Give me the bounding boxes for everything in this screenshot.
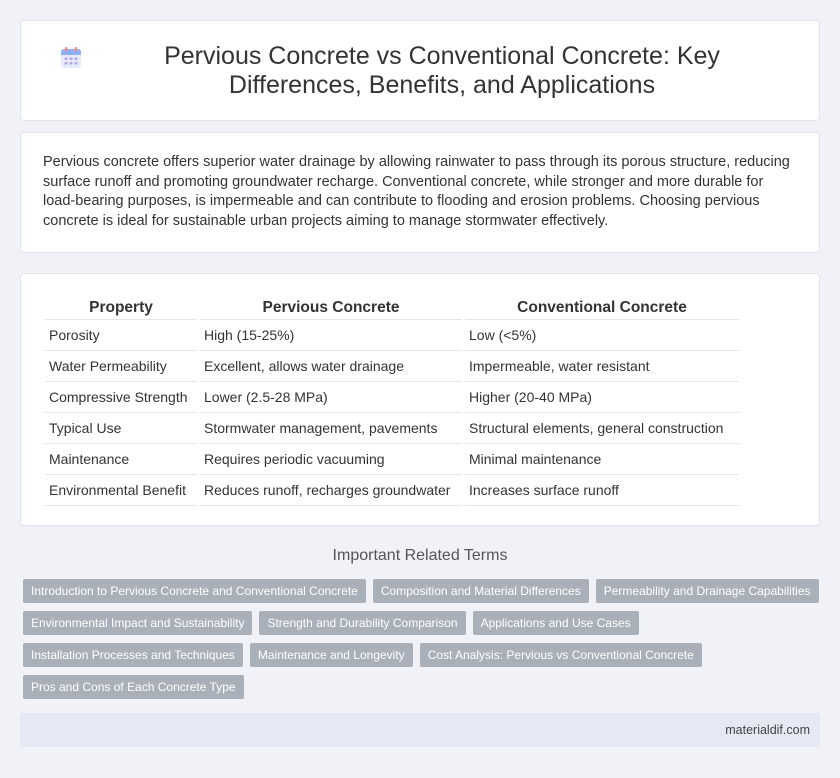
table-cell: Maintenance	[45, 444, 197, 475]
column-header-pervious: Pervious Concrete	[200, 296, 462, 320]
table-cell: Minimal maintenance	[465, 444, 739, 475]
related-term-tag[interactable]: Maintenance and Longevity	[250, 643, 413, 667]
intro-paragraph: Pervious concrete offers superior water drainage by allowing rainwater to pass through its porous structure, reducing surface runoff and promoting groundwater recharge. Conventional concrete, while stronger and more durable for load-bearing purposes, is impermeable and can contribute to flooding and erosion problems. Choosing pervious concrete is ideal for sustainable urban projects aiming to manage stormwater effectively.	[43, 154, 790, 229]
table-cell: Water Permeability	[45, 351, 197, 382]
related-terms-list	[23, 579, 823, 699]
column-header-property: Property	[45, 296, 197, 320]
table-header-row	[45, 296, 739, 320]
comparison-table-card	[20, 273, 820, 526]
table-row	[45, 382, 739, 413]
table-cell: Requires periodic vacuuming	[200, 444, 462, 475]
related-term-tag[interactable]: Introduction to Pervious Concrete and Conventional Concrete	[23, 579, 366, 603]
table-cell: Reduces runoff, recharges groundwater	[200, 475, 462, 506]
related-term-tag[interactable]: Environmental Impact and Sustainability	[23, 611, 252, 635]
calendar-icon	[58, 45, 84, 71]
table-cell: Higher (20-40 MPa)	[465, 382, 739, 413]
intro-card	[20, 132, 820, 253]
header-card	[20, 20, 820, 121]
related-term-tag[interactable]: Composition and Material Differences	[373, 579, 589, 603]
table-cell: Stormwater management, pavements	[200, 413, 462, 444]
table-cell: High (15-25%)	[200, 320, 462, 351]
related-term-tag[interactable]: Cost Analysis: Pervious vs Conventional Concrete	[420, 643, 702, 667]
footer	[20, 713, 820, 747]
table-cell: Compressive Strength	[45, 382, 197, 413]
table-cell: Typical Use	[45, 413, 197, 444]
footer-site-name[interactable]: materialdif.com	[725, 723, 810, 737]
related-terms-heading: Important Related Terms	[332, 547, 508, 564]
page-title: Pervious Concrete vs Conventional Concrete: Key Differences, Benefits, and Applications	[164, 41, 720, 99]
table-row	[45, 444, 739, 475]
table-row	[45, 475, 739, 506]
table-row	[45, 413, 739, 444]
related-term-tag[interactable]: Pros and Cons of Each Concrete Type	[23, 675, 244, 699]
comparison-table	[42, 296, 742, 506]
related-term-tag[interactable]: Applications and Use Cases	[473, 611, 639, 635]
table-row	[45, 351, 739, 382]
table-cell: Porosity	[45, 320, 197, 351]
header-inner	[21, 21, 819, 120]
related-term-tag[interactable]: Strength and Durability Comparison	[259, 611, 465, 635]
table-cell: Structural elements, general construction	[465, 413, 739, 444]
related-term-tag[interactable]: Installation Processes and Techniques	[23, 643, 243, 667]
table-cell: Increases surface runoff	[465, 475, 739, 506]
related-term-tag[interactable]: Permeability and Drainage Capabilities	[596, 579, 819, 603]
table-cell: Low (<5%)	[465, 320, 739, 351]
column-header-conventional: Conventional Concrete	[465, 296, 739, 320]
table-row	[45, 320, 739, 351]
table-cell: Excellent, allows water drainage	[200, 351, 462, 382]
table-cell: Impermeable, water resistant	[465, 351, 739, 382]
table-cell: Environmental Benefit	[45, 475, 197, 506]
table-cell: Lower (2.5-28 MPa)	[200, 382, 462, 413]
